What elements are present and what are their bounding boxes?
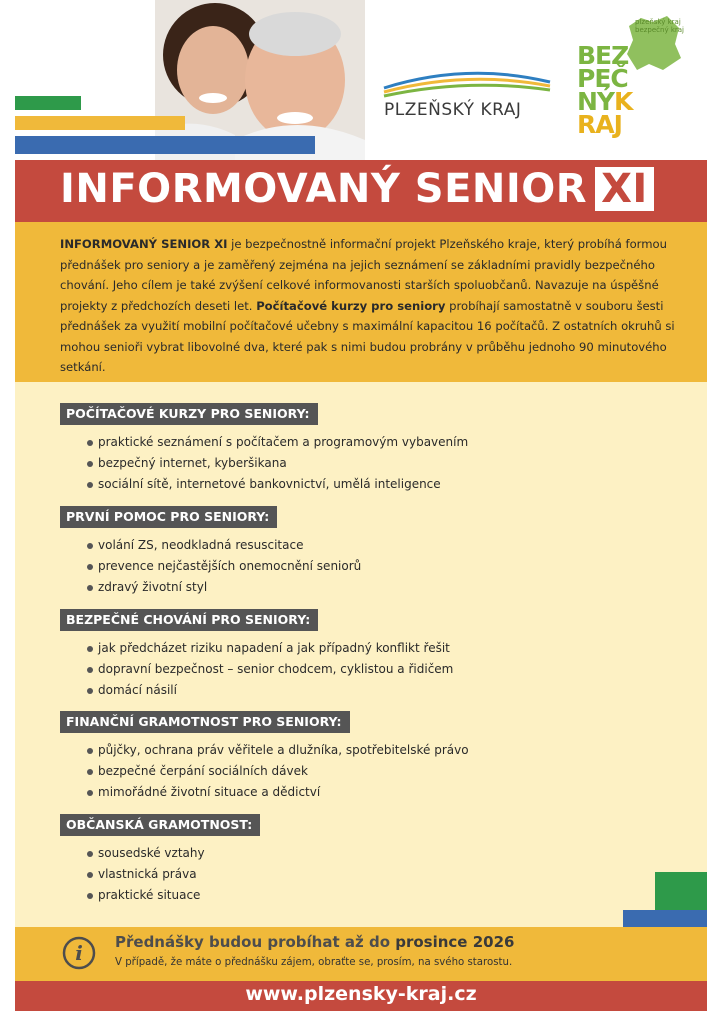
info-icon: [62, 936, 96, 970]
list-item: mimořádné životní situace a dědictví: [87, 782, 680, 803]
list-item: dopravní bezpečnost – senior chodcem, cyklistou a řidičem: [87, 659, 680, 680]
list-item: sociální sítě, internetové bankovnictví, umělá inteligence: [87, 474, 680, 495]
section-heading: PRVNÍ POMOC PRO SENIORY:: [60, 506, 277, 528]
list-item: praktické seznámení s počítačem a programovým vybavením: [87, 432, 680, 453]
section-safe-behavior: [60, 609, 680, 700]
section-financial-literacy: [60, 711, 680, 802]
list-item: domácí násilí: [87, 680, 680, 701]
green-square: [655, 872, 707, 910]
section-computer-courses: [60, 403, 680, 494]
plzensky-kraj-logo: [382, 58, 552, 128]
campaign-wordmark: BEZ PEČ NÝK RAJ: [577, 41, 633, 139]
region-logo-name: PLZEŇSKÝ KRAJ: [384, 100, 522, 120]
section-heading: FINANČNÍ GRAMOTNOST PRO SENIORY:: [60, 711, 350, 733]
list-item: volání ZS, neodkladná resuscitace: [87, 535, 680, 556]
section-heading: POČÍTAČOVÉ KURZY PRO SENIORY:: [60, 403, 318, 425]
list-item: prevence nejčastějších onemocnění seniorů: [87, 556, 680, 577]
list-item: vlastnická práva: [87, 864, 680, 885]
list-item: jak předcházet riziku napadení a jak případný konflikt řešit: [87, 638, 680, 659]
website-link[interactable]: www.plzensky-kraj.cz: [245, 983, 477, 1005]
green-stripe: [15, 96, 81, 110]
list-item: zdravý životní styl: [87, 577, 680, 598]
section-first-aid: [60, 506, 680, 597]
bezpecny-kraj-logo: [575, 14, 705, 154]
info-headline: Přednášky budou probíhat až do prosince 2026: [115, 933, 515, 951]
section-heading: OBČANSKÁ GRAMOTNOST:: [60, 814, 260, 836]
blue-stripe: [15, 136, 315, 154]
list-item: praktické situace: [87, 885, 680, 906]
yellow-stripe: [15, 116, 185, 130]
list-item: bezpečné čerpání sociálních dávek: [87, 761, 680, 782]
list-item: sousedské vztahy: [87, 843, 680, 864]
section-heading: BEZPEČNÉ CHOVÁNÍ PRO SENIORY:: [60, 609, 318, 631]
intro-paragraph: INFORMOVANÝ SENIOR XI je bezpečnostně informační projekt Plzeňského kraje, který probíhá formou přednášek pro seniory a je zaměřený zejména na jejich seznámení se základními pravidly bezpečného chování. Jeho cílem je také zvýšení celkové informovanosti starších spoluobčanů. Navazuje na úspěšné projekty z předchozích deseti let. Počítačové kurzy pro seniory probíhají samostatně v souboru šesti přednášek za využití mobilní počítačové učebny s maximální kapacitou 16 počítačů. Z ostatních okruhů si mohou senioři vybrat libovolné dva, které pak s nimi budou probrány v průběhu jednoho 90 minutového setkání.: [60, 237, 675, 374]
list-item: půjčky, ochrana práv věřitele a dlužníka, spotřebitelské právo: [87, 740, 680, 761]
section-civic-literacy: [60, 814, 680, 905]
svg-text:i: i: [75, 941, 83, 965]
campaign-tagline: plzeňský kraj bezpečný kraj: [635, 18, 684, 34]
info-subtext: V případě, že máte o přednášku zájem, obraťte se, prosím, na svého starostu.: [115, 957, 513, 968]
list-item: bezpečný internet, kyberšikana: [87, 453, 680, 474]
page-title: INFORMOVANÝ SENIOR XI: [60, 166, 654, 212]
edition-badge: XI: [595, 167, 654, 211]
